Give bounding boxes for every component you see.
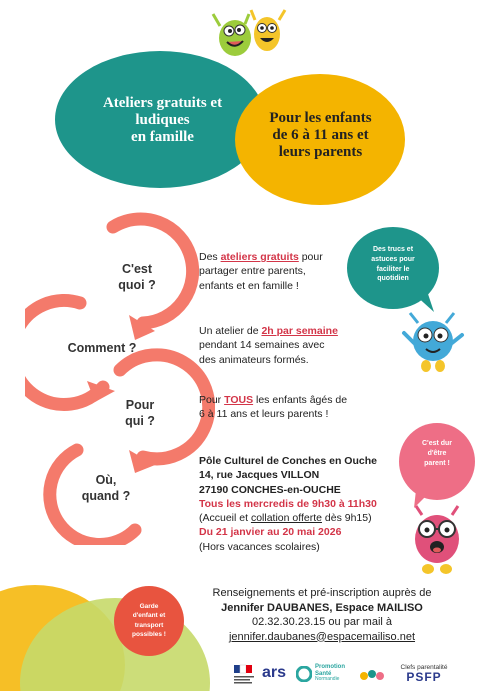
yellow-line-2: de 6 à 11 ans et: [272, 126, 369, 143]
pink-bubble-line-3: parent !: [424, 459, 450, 467]
clefs-parentalite-logo: [392, 664, 456, 686]
a2-line-3: des animateurs formés.: [199, 353, 309, 366]
question-c-est-quoi: [107, 262, 167, 293]
teal-line-1: Ateliers gratuits et: [102, 95, 223, 111]
teal-bubble-line-4: quotidien: [377, 275, 409, 283]
a3-post: les enfants âgés de: [253, 394, 348, 406]
a4-line-4: Tous les mercredis de 9h30 à 11h30: [199, 497, 377, 510]
republique-francaise-logo: [232, 663, 258, 685]
a1-post: pour: [298, 251, 323, 263]
a4-line-2: 14, rue Jacques VILLON: [199, 469, 320, 482]
pink-bubble-line-1: C'est dur: [421, 440, 453, 447]
pink-bubble-line-2: d'être: [427, 449, 447, 457]
question-comment: Comment ?: [67, 341, 137, 355]
q4-line-2: quand ?: [81, 488, 131, 503]
promotion-line-3: Normandie: [315, 676, 340, 683]
ars-logo-text: ars: [262, 664, 287, 681]
garde-line-3: transport: [134, 621, 164, 629]
answer-comment: [199, 324, 359, 367]
teal-line-3: en famille: [131, 128, 194, 145]
contact-line-3: 02.32.30.23.15 ou par mail à: [251, 616, 393, 629]
a4-line-7: (Hors vacances scolaires): [199, 540, 320, 553]
garde-line-2: d'enfant et: [132, 612, 166, 620]
garde-line-4: possibles !: [132, 631, 166, 639]
contact-line-1: Renseignements et pré-inscription auprès de: [212, 587, 432, 599]
a4-line-6: Du 21 janvier au 20 mai 2026: [199, 526, 342, 539]
promotion-line-2: Santé: [315, 670, 332, 677]
teal-ellipse-text: [70, 95, 255, 145]
a4-line-5-underline: collation offerte: [250, 512, 322, 525]
garde-line-1: Garde: [139, 603, 159, 610]
pink-monster-illustration: [404, 505, 470, 577]
yellow-line-3: leurs parents: [278, 143, 363, 160]
a4-line-1: Pôle Culturel de Conches en Ouche: [199, 455, 377, 467]
ars-logo: [262, 664, 292, 686]
a1-highlight: ateliers gratuits: [220, 251, 299, 263]
psfp-text: PSFP: [406, 670, 442, 685]
garde-badge-text: [117, 602, 181, 640]
green-monster: [213, 14, 251, 56]
question-ou-quand: [68, 473, 144, 504]
a1-line-3: enfants et en famille !: [199, 279, 299, 292]
teal-line-2: ludiques: [135, 111, 190, 128]
q1-line-2: quoi ?: [118, 277, 156, 292]
q4-line-1: Où,: [95, 473, 117, 487]
q1-line-1: C'est: [121, 262, 153, 276]
yellow-line-1: Pour les enfants: [269, 110, 372, 126]
a4-line-3: 27190 CONCHES-en-OUCHE: [199, 483, 341, 496]
a3-pre: Pour: [199, 394, 225, 406]
contact-block: [200, 586, 444, 644]
monsters-illustration: [205, 6, 295, 62]
question-pour-qui: [112, 398, 168, 429]
pink-bubble-text: [406, 439, 468, 468]
a2-pre: Un atelier de: [199, 325, 262, 337]
promotion-line-1: Promotion: [315, 664, 345, 670]
teal-bubble-text: [352, 245, 434, 284]
promotion-sante-logo: [296, 664, 356, 686]
a4-line-5-post: dès 9h15): [321, 512, 372, 525]
answer-ou-quand: [199, 454, 399, 554]
clefs-text: Clefs parentalité: [400, 664, 448, 671]
a3-highlight: TOUS: [224, 394, 254, 406]
a2-highlight: 2h par semaine: [261, 325, 338, 337]
contact-line-2: Jennifer DAUBANES, Espace MAILISO: [221, 601, 423, 614]
answer-quoi: [199, 250, 349, 293]
a1-pre: Des: [199, 251, 221, 263]
q3-line-1: Pour: [125, 398, 155, 412]
teal-bubble-line-3: faciliter le: [376, 265, 410, 273]
blue-monster-illustration: [400, 311, 466, 379]
a4-line-5-pre: (Accueil et: [199, 512, 251, 525]
q3-line-2: qui ?: [125, 413, 155, 428]
teal-bubble-line-1: Des trucs et: [372, 246, 414, 253]
contact-email-link[interactable]: jennifer.daubanes@espacemailiso.net: [228, 630, 416, 643]
promotion-sante-swirl-icon: [296, 666, 312, 682]
espace-mailiso-logo: [358, 666, 388, 686]
yellow-monster: [251, 10, 285, 51]
a2-line-2: pendant 14 semaines avec: [199, 339, 325, 352]
answer-pour-qui: [199, 393, 369, 422]
yellow-ellipse-text: [243, 110, 398, 160]
a1-line-2: partager entre parents,: [199, 265, 306, 278]
a3-line-2: 6 à 11 ans et leurs parents !: [199, 408, 329, 421]
teal-bubble-line-2: astuces pour: [371, 255, 415, 263]
